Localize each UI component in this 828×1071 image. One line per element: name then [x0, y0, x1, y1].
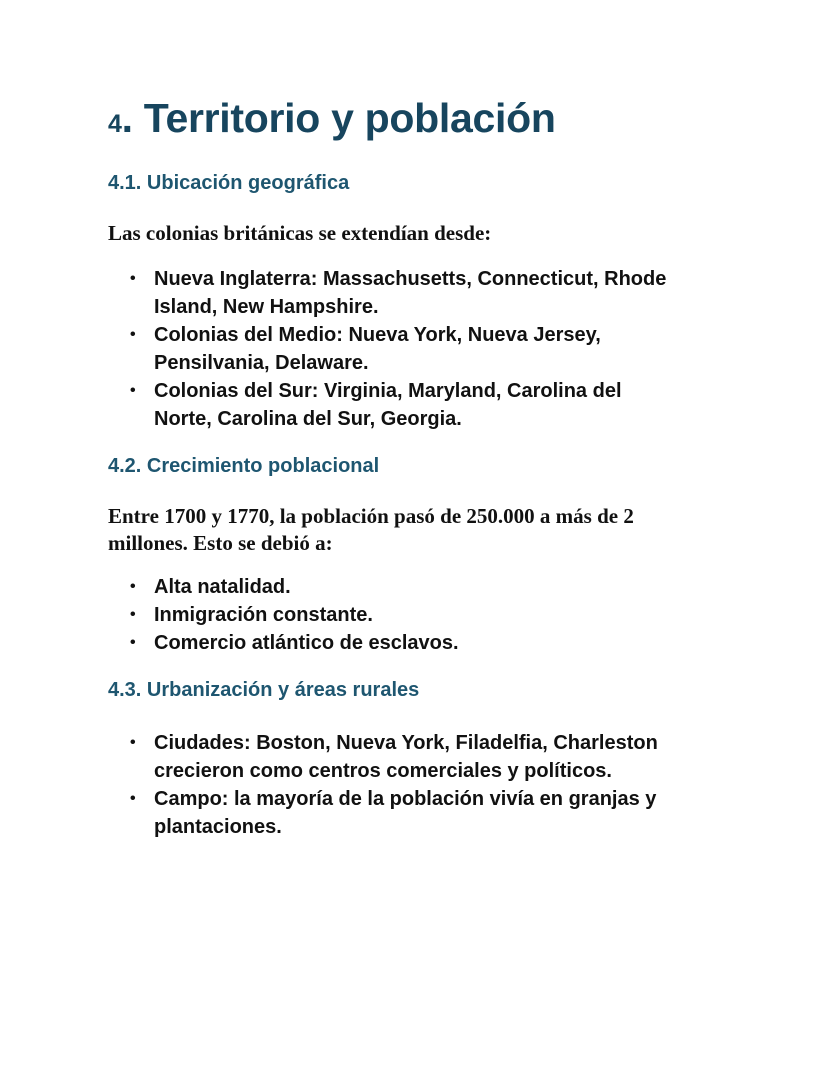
list-item	[108, 729, 668, 785]
section-heading-crecimiento: 4.2. Crecimiento poblacional	[108, 455, 380, 477]
heading-number: 4	[108, 110, 122, 138]
bullet-icon: •	[130, 790, 136, 807]
bullet-icon: •	[130, 382, 136, 399]
list-item-text: Campo: la mayoría de la población vivía en granjas y plantaciones.	[154, 788, 657, 838]
bullet-list-areas	[108, 729, 668, 841]
list-item-text: Colonias del Medio: Nueva York, Nueva Jersey, Pensilvania, Delaware.	[154, 324, 601, 374]
list-item-text: Comercio atlántico de esclavos.	[154, 632, 459, 654]
list-item	[108, 601, 668, 629]
list-item	[108, 321, 668, 377]
section-heading-urbanizacion: 4.3. Urbanización y áreas rurales	[108, 679, 420, 701]
list-item-text: Inmigración constante.	[154, 604, 373, 626]
bullet-icon: •	[130, 326, 136, 343]
list-item-text: Ciudades: Boston, Nueva York, Filadelfia, Charleston crecieron como centros comerciales y políticos.	[154, 732, 658, 782]
list-item-text: Alta natalidad.	[154, 576, 291, 598]
list-item	[108, 265, 668, 321]
list-item	[108, 377, 668, 433]
bullet-icon: •	[130, 578, 136, 595]
list-item-text: Nueva Inglaterra: Massachusetts, Connecticut, Rhode Island, New Hampshire.	[154, 268, 667, 318]
list-item	[108, 785, 668, 841]
bullet-icon: •	[130, 270, 136, 287]
bullet-icon: •	[130, 734, 136, 751]
bullet-icon: •	[130, 634, 136, 651]
bullet-icon: •	[130, 606, 136, 623]
list-item-text: Colonias del Sur: Virginia, Maryland, Carolina del Norte, Carolina del Sur, Georgia.	[154, 380, 622, 430]
section-intro-crecimiento: Entre 1700 y 1770, la población pasó de 250.000 a más de 2 millones. Esto se debió a:	[108, 504, 634, 555]
section-intro-ubicacion: Las colonias británicas se extendían desde:	[108, 221, 492, 245]
document-page	[108, 92, 668, 841]
section-heading-ubicacion: 4.1. Ubicación geográfica	[108, 172, 350, 194]
list-item	[108, 629, 668, 657]
list-item	[108, 573, 668, 601]
bullet-list-colonias	[108, 265, 668, 433]
bullet-list-causas	[108, 573, 668, 657]
page-title	[108, 92, 668, 150]
heading-text: . Territorio y población	[121, 95, 556, 141]
